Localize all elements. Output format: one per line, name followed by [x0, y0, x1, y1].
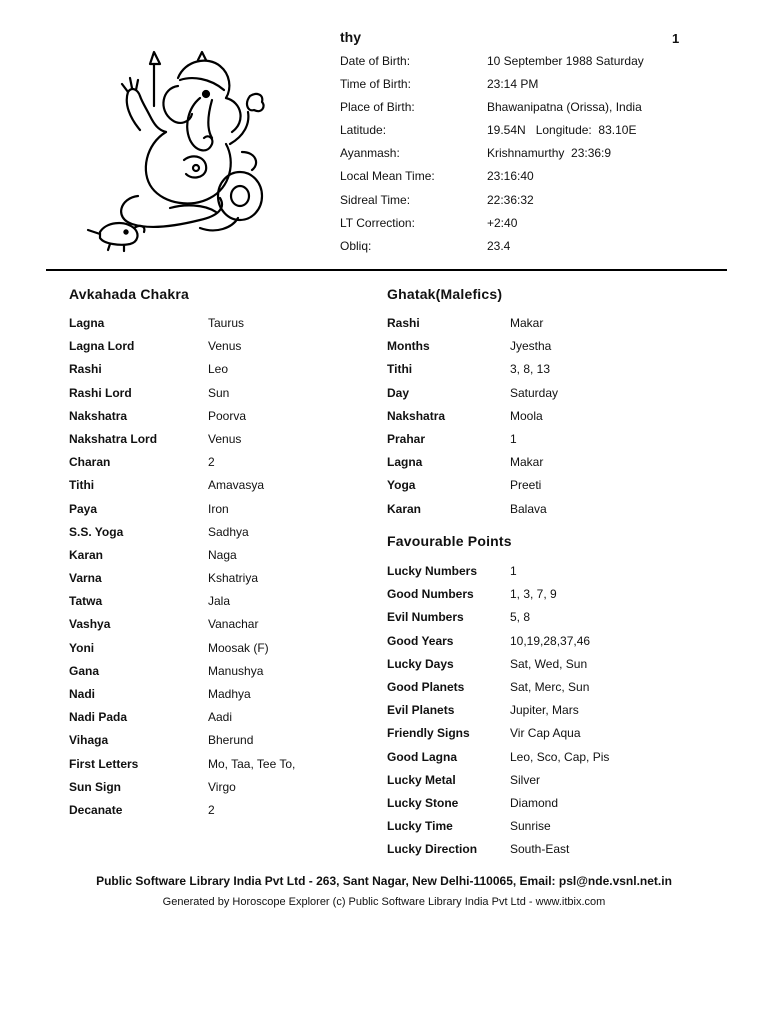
- row-label: Lucky Numbers: [387, 564, 478, 578]
- row-value: Vir Cap Aqua: [510, 726, 581, 741]
- row-label: Karan: [387, 501, 422, 516]
- row-label: Gana: [69, 663, 100, 678]
- favourable-table: [387, 562, 609, 863]
- table-row: [387, 632, 609, 655]
- table-row: [69, 685, 295, 708]
- row-value: Jupiter, Mars: [510, 703, 579, 718]
- row-label: Evil Numbers: [387, 610, 464, 625]
- row-value: 1: [510, 564, 517, 578]
- table-row: [387, 817, 609, 840]
- row-label: Nadi Pada: [69, 710, 128, 725]
- row-value: Leo: [208, 362, 229, 377]
- row-value: 2: [208, 455, 215, 470]
- row-value: 1, 3, 7, 9: [510, 587, 557, 602]
- table-row: [69, 755, 295, 778]
- table-row: [387, 585, 609, 608]
- row-value: Balava: [510, 501, 547, 516]
- row-label: Good Years: [387, 633, 454, 648]
- birth-row-time: [340, 75, 644, 98]
- row-value: Virgo: [208, 779, 236, 794]
- birth-label: Date of Birth:: [340, 54, 411, 68]
- row-label: Tatwa: [69, 594, 103, 609]
- row-label: Tithi: [387, 362, 413, 377]
- row-label: Lucky Direction: [387, 842, 478, 857]
- table-row: [387, 655, 609, 678]
- row-value: Naga: [208, 547, 237, 562]
- table-row: [387, 748, 609, 771]
- table-row: [387, 314, 558, 337]
- row-label: Yoni: [69, 640, 95, 655]
- row-value: 10,19,28,37,46: [510, 633, 591, 648]
- row-value: Diamond: [510, 795, 559, 810]
- row-value: Iron: [208, 501, 229, 516]
- row-label: Lucky Stone: [387, 795, 459, 810]
- row-value: Moosak (F): [208, 640, 269, 655]
- birth-row-date: [340, 52, 644, 75]
- row-label: Decanate: [69, 802, 123, 817]
- table-row: [387, 500, 558, 523]
- row-value: Amavasya: [208, 478, 265, 493]
- birth-row-obliq: [340, 237, 644, 260]
- row-label: Nakshatra Lord: [69, 431, 158, 446]
- birth-label: LT Correction:: [340, 215, 415, 230]
- row-value: Bherund: [208, 733, 254, 748]
- birth-label: Sidreal Time:: [340, 192, 411, 207]
- row-label: Rashi Lord: [69, 385, 132, 400]
- ganesha-icon: [80, 48, 280, 253]
- table-row: [387, 384, 558, 407]
- row-label: Lucky Metal: [387, 772, 456, 787]
- birth-value: 22:36:32: [487, 192, 534, 207]
- row-label: S.S. Yoga: [69, 524, 124, 539]
- table-row: [69, 731, 295, 754]
- birth-label: Local Mean Time:: [340, 169, 435, 184]
- birth-value: +2:40: [487, 215, 518, 230]
- table-row: [387, 453, 558, 476]
- row-label: Rashi: [69, 362, 102, 377]
- row-value: Sun: [208, 385, 230, 400]
- row-value: 1: [510, 431, 517, 446]
- row-label: Lagna Lord: [69, 339, 135, 354]
- row-value: 3, 8, 13: [510, 362, 551, 377]
- row-label: Varna: [69, 571, 102, 586]
- page-number: 1: [672, 31, 680, 46]
- birth-value: 10 September 1988 Saturday: [487, 54, 644, 68]
- table-row: [387, 608, 609, 631]
- row-label: Paya: [69, 501, 98, 516]
- row-value: Makar: [510, 455, 544, 470]
- row-label: Vashya: [69, 617, 111, 632]
- birth-value: 19.54N Longitude: 83.10E: [487, 123, 637, 138]
- table-row: [69, 639, 295, 662]
- birth-value: Bhawanipatna (Orissa), India: [487, 100, 642, 115]
- favourable-title: Favourable Points: [387, 533, 512, 549]
- birth-row-latitude: [340, 121, 644, 144]
- row-value: 5, 8: [510, 610, 531, 625]
- row-value: Sat, Wed, Sun: [510, 656, 588, 671]
- table-row: [69, 360, 295, 383]
- ghatak-table: [387, 314, 558, 523]
- table-row: [69, 523, 295, 546]
- table-row: [387, 476, 558, 499]
- row-label: First Letters: [69, 756, 139, 771]
- table-row: [69, 592, 295, 615]
- row-value: Aadi: [208, 710, 233, 725]
- row-value: Preeti: [510, 478, 542, 493]
- person-name: thy: [340, 29, 361, 45]
- row-value: Moola: [510, 408, 543, 423]
- row-value: 2: [208, 802, 215, 817]
- row-label: Charan: [69, 455, 111, 470]
- birth-row-lt-correction: [340, 214, 644, 237]
- row-value: Leo, Sco, Cap, Pis: [510, 749, 610, 764]
- table-row: [69, 500, 295, 523]
- table-row: [69, 476, 295, 499]
- row-label: Nakshatra: [69, 408, 128, 423]
- birth-label: Place of Birth:: [340, 100, 415, 115]
- table-row: [69, 453, 295, 476]
- table-row: [69, 430, 295, 453]
- birth-value: Krishnamurthy 23:36:9: [487, 146, 612, 161]
- table-row: [69, 778, 295, 801]
- birth-label: Time of Birth:: [340, 77, 411, 92]
- row-label: Tithi: [69, 478, 95, 493]
- row-value: Taurus: [208, 316, 245, 330]
- table-row: [387, 840, 609, 863]
- row-label: Rashi: [387, 316, 420, 330]
- row-label: Friendly Signs: [387, 726, 470, 741]
- table-row: [69, 546, 295, 569]
- row-label: Nadi: [69, 687, 96, 701]
- birth-value: 23:14 PM: [487, 77, 539, 92]
- birth-row-ayanmash: [340, 144, 644, 167]
- row-label: Yoga: [387, 478, 416, 493]
- row-label: Day: [387, 385, 410, 400]
- birth-row-sidreal: [340, 191, 644, 214]
- row-value: Mo, Taa, Tee To,: [208, 756, 296, 771]
- table-row: [69, 384, 295, 407]
- table-row: [387, 701, 609, 724]
- table-row: [387, 678, 609, 701]
- birth-row-place: [340, 98, 644, 121]
- row-value: Sat, Merc, Sun: [510, 679, 590, 694]
- table-row: [387, 794, 609, 817]
- table-row: [387, 407, 558, 430]
- row-label: Months: [387, 339, 430, 354]
- table-row: [387, 430, 558, 453]
- table-row: [387, 771, 609, 794]
- row-value: Venus: [208, 431, 242, 446]
- table-row: [69, 569, 295, 592]
- row-label: Lagna: [387, 455, 423, 470]
- row-value: Sunrise: [510, 819, 551, 834]
- row-label: Sun Sign: [69, 779, 121, 794]
- table-row: [69, 615, 295, 638]
- table-row: [387, 337, 558, 360]
- row-value: Jyestha: [510, 339, 552, 354]
- table-row: [69, 314, 295, 337]
- row-value: Madhya: [208, 687, 251, 701]
- ghatak-title: Ghatak(Malefics): [387, 286, 503, 302]
- row-label: Good Lagna: [387, 749, 457, 764]
- generated-footer: Generated by Horoscope Explorer (c) Public Software Library India Pvt Ltd - www.itbix.com: [162, 896, 606, 908]
- row-label: Good Planets: [387, 679, 465, 694]
- company-footer: Public Software Library India Pvt Ltd - 263, Sant Nagar, New Delhi-110065, Email: psl@nde.vsnl.net.in: [96, 874, 672, 888]
- row-label: Lagna: [69, 316, 105, 330]
- table-row: [69, 708, 295, 731]
- row-value: Kshatriya: [208, 571, 259, 586]
- table-row: [387, 724, 609, 747]
- row-label: Karan: [69, 547, 104, 562]
- row-label: Nakshatra: [387, 408, 446, 423]
- birth-value: 23:16:40: [487, 169, 534, 184]
- row-label: Good Numbers: [387, 587, 474, 602]
- row-value: Vanachar: [208, 617, 259, 632]
- birth-details: [340, 52, 644, 260]
- row-label: Evil Planets: [387, 703, 455, 718]
- row-value: South-East: [510, 842, 570, 857]
- birth-label: Latitude:: [340, 123, 387, 138]
- birth-row-lmt: [340, 167, 644, 190]
- row-value: Silver: [510, 772, 541, 787]
- row-value: Poorva: [208, 408, 247, 423]
- row-value: Saturday: [510, 385, 559, 400]
- row-label: Prahar: [387, 431, 426, 446]
- avkahada-title: Avkahada Chakra: [69, 286, 189, 302]
- avkahada-table: [69, 314, 295, 824]
- row-value: Sadhya: [208, 524, 249, 539]
- row-value: Makar: [510, 316, 544, 330]
- table-row: [387, 360, 558, 383]
- birth-label: Ayanmash:: [340, 146, 400, 161]
- table-row: [69, 407, 295, 430]
- table-row: [69, 662, 295, 685]
- row-value: Manushya: [208, 663, 264, 678]
- birth-label: Obliq:: [340, 238, 372, 253]
- table-row: [69, 337, 295, 360]
- row-value: Jala: [208, 594, 231, 609]
- row-label: Lucky Days: [387, 656, 454, 671]
- row-label: Lucky Time: [387, 819, 453, 834]
- row-label: Vihaga: [69, 733, 109, 748]
- table-row: [69, 801, 295, 824]
- table-row: [387, 562, 609, 585]
- row-value: Venus: [208, 339, 242, 354]
- birth-value: 23.4: [487, 238, 511, 253]
- divider: [46, 269, 727, 271]
